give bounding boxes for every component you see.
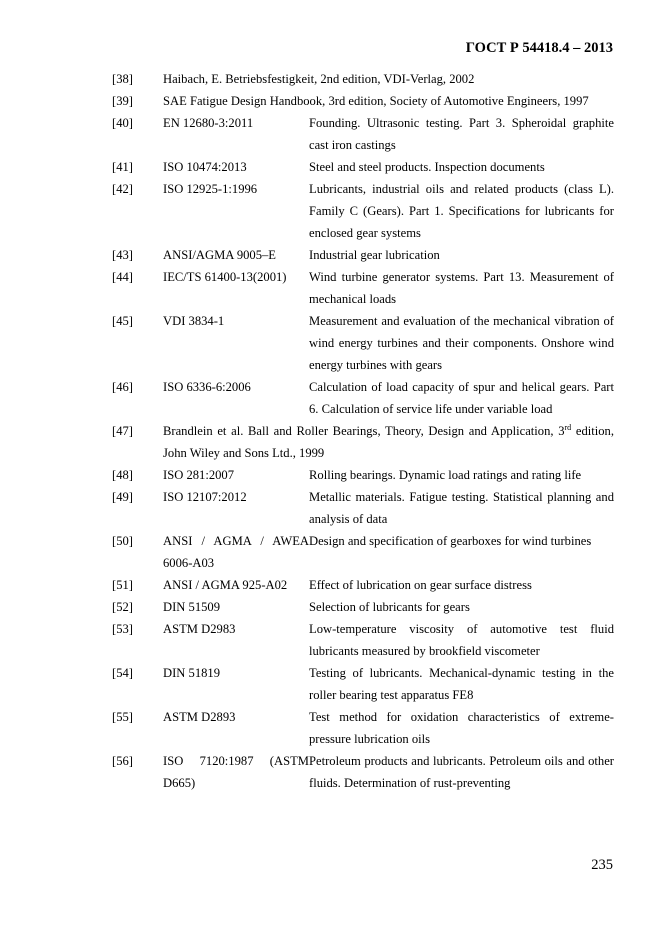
standard-code: ISO 7120:1987 (ASTM D665) xyxy=(163,754,309,790)
standard-code: ASTM D2983 xyxy=(163,622,236,636)
standard-title: Testing of lubricants. Mechanical-dynamic testing in the roller bearing test apparatus FE8 xyxy=(309,666,614,702)
reference-number: [46] xyxy=(112,380,133,394)
standard-code: VDI 3834-1 xyxy=(163,314,225,328)
reference-item xyxy=(112,156,614,178)
reference-item xyxy=(112,662,614,706)
standard-code: IEC/TS 61400-13(2001) xyxy=(163,270,287,284)
reference-item xyxy=(112,112,614,156)
reference-item xyxy=(112,68,614,90)
standard-title: Test method for oxidation characteristics of extreme-pressure lubrication oils xyxy=(309,710,614,746)
reference-item xyxy=(112,310,614,376)
standard-code: ASTM D2893 xyxy=(163,710,236,724)
reference-number: [45] xyxy=(112,314,133,328)
reference-item xyxy=(112,530,614,574)
standard-title: Rolling bearings. Dynamic load ratings and rating life xyxy=(309,468,582,482)
standard-code: ISO 10474:2013 xyxy=(163,160,247,174)
standard-code: ANSI/AGMA 9005–E xyxy=(163,248,276,262)
reference-item xyxy=(112,574,614,596)
reference-number: [43] xyxy=(112,248,133,262)
standard-title: Selection of lubricants for gears xyxy=(309,600,470,614)
reference-number: [49] xyxy=(112,490,133,504)
reference-text-part: Brandlein et al. Ball and Roller Bearings, Theory, Design and Application, 3 xyxy=(163,424,565,438)
reference-item xyxy=(112,464,614,486)
reference-number: [54] xyxy=(112,666,133,680)
reference-item xyxy=(112,486,614,530)
standard-code: EN 12680-3:2011 xyxy=(163,116,254,130)
reference-number: [52] xyxy=(112,600,133,614)
reference-number: [44] xyxy=(112,270,133,284)
standard-code: DIN 51509 xyxy=(163,600,221,614)
reference-list xyxy=(112,68,614,794)
standard-title: Petroleum products and lubricants. Petroleum oils and other fluids. Determination of rust-preventing xyxy=(309,754,614,790)
standard-title: Founding. Ultrasonic testing. Part 3. Spheroidal graphite cast iron castings xyxy=(309,116,614,152)
reference-number: [56] xyxy=(112,754,133,768)
reference-item xyxy=(112,706,614,750)
standard-title: Low-temperature viscosity of automotive test fluid lubricants measured by brookfield viscometer xyxy=(309,622,614,658)
standard-code: ISO 12925-1:1996 xyxy=(163,182,258,196)
reference-number: [51] xyxy=(112,578,133,592)
reference-item xyxy=(112,90,614,112)
reference-text: Haibach, E. Betriebsfestigkeit, 2nd edition, VDI-Verlag, 2002 xyxy=(163,72,475,86)
reference-item xyxy=(112,376,614,420)
standard-code: DIN 51819 xyxy=(163,666,221,680)
reference-text: SAE Fatigue Design Handbook, 3rd edition, Society of Automotive Engineers, 1997 xyxy=(163,94,589,108)
document-header: ГОСТ Р 54418.4 – 2013 xyxy=(465,40,613,56)
reference-number: [47] xyxy=(112,424,133,438)
reference-number: [39] xyxy=(112,94,133,108)
reference-text-part: edition, John Wiley and Sons Ltd., 1999 xyxy=(163,424,614,460)
standard-title: Metallic materials. Fatigue testing. Statistical planning and analysis of data xyxy=(309,490,614,526)
reference-item xyxy=(112,266,614,310)
reference-number: [50] xyxy=(112,534,133,548)
standard-title: Effect of lubrication on gear surface distress xyxy=(309,578,532,592)
standard-code: ANSI / AGMA / AWEA 6006-A03 xyxy=(163,534,309,570)
page-number: 235 xyxy=(591,857,613,873)
standard-title: Design and specification of gearboxes for wind turbines xyxy=(309,534,592,548)
reference-number: [40] xyxy=(112,116,133,130)
reference-text xyxy=(163,420,614,464)
reference-item xyxy=(112,420,614,464)
reference-item xyxy=(112,178,614,244)
standard-title: Measurement and evaluation of the mechanical vibration of wind energy turbines and their components. Onshore wind energy turbines with gears xyxy=(309,314,614,372)
standard-title: Steel and steel products. Inspection documents xyxy=(309,160,545,174)
standard-code: ANSI / AGMA 925-A02 xyxy=(163,578,288,592)
reference-item xyxy=(112,244,614,266)
ordinal-superscript: rd xyxy=(564,422,572,432)
standard-code: ISO 6336-6:2006 xyxy=(163,380,251,394)
reference-number: [42] xyxy=(112,182,133,196)
reference-number: [55] xyxy=(112,710,133,724)
standard-title: Wind turbine generator systems. Part 13. Measurement of mechanical loads xyxy=(309,270,614,306)
standard-code: ISO 281:2007 xyxy=(163,468,235,482)
reference-item xyxy=(112,618,614,662)
standard-title: Lubricants, industrial oils and related products (class L). Family C (Gears). Part 1. Specifications for lubricants for enclosed gear systems xyxy=(309,182,614,240)
reference-item xyxy=(112,750,614,794)
standard-code: ISO 12107:2012 xyxy=(163,490,247,504)
reference-number: [38] xyxy=(112,72,133,86)
standard-title: Calculation of load capacity of spur and helical gears. Part 6. Calculation of service life under variable load xyxy=(309,380,614,416)
reference-number: [53] xyxy=(112,622,133,636)
standard-title: Industrial gear lubrication xyxy=(309,248,440,262)
reference-number: [48] xyxy=(112,468,133,482)
reference-item xyxy=(112,596,614,618)
reference-number: [41] xyxy=(112,160,133,174)
